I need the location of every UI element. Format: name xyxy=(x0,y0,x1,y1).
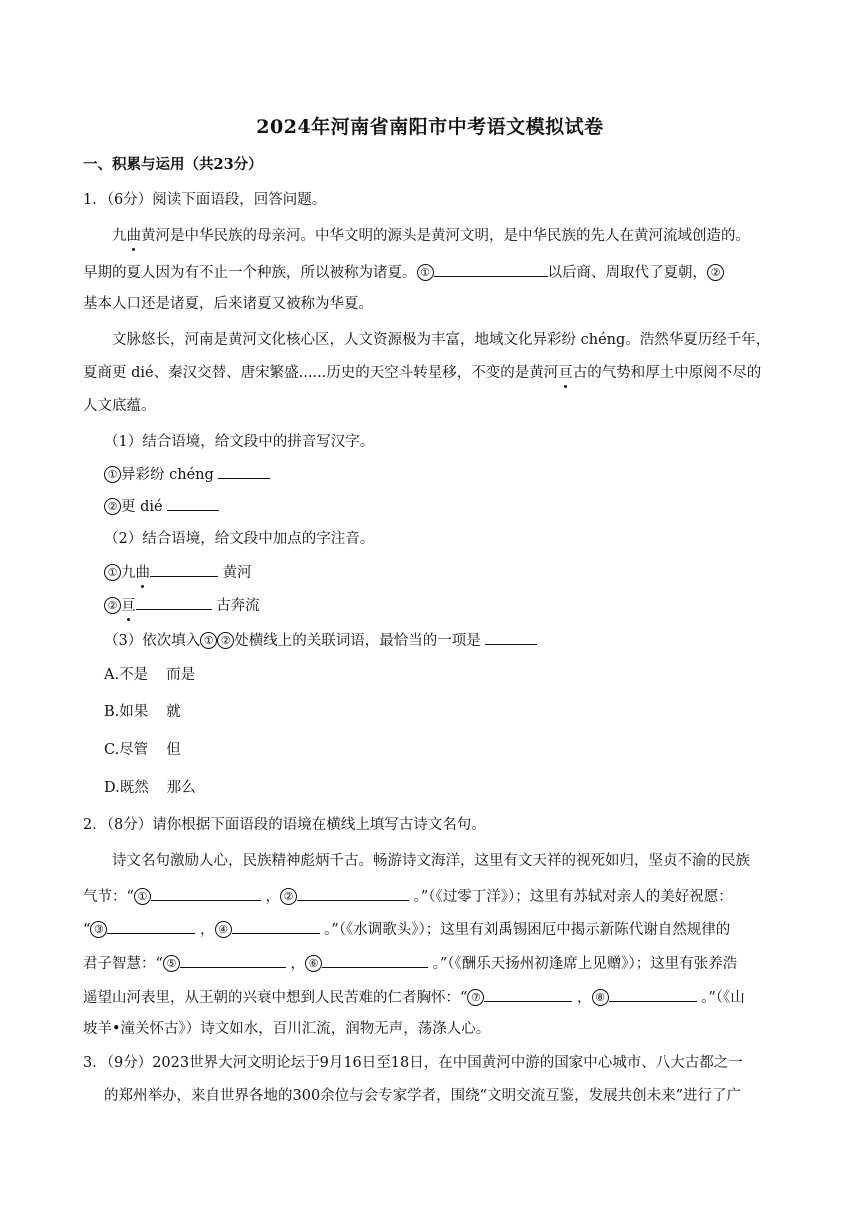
answer-blank[interactable] xyxy=(167,495,219,511)
text: 以后商、周取代了夏朝， xyxy=(547,265,707,281)
text: 。”（《酬乐天扬州初逢席上见赠》）；这里有张养浩 xyxy=(432,956,738,972)
circled-number: ② xyxy=(707,264,724,281)
text: 古的气势和厚土中原阅不尽的 xyxy=(572,365,762,381)
exam-title: 2024年河南省南阳市中考语文模拟试卷 xyxy=(256,116,604,138)
answer-blank[interactable] xyxy=(297,885,409,901)
sub-question-3 xyxy=(104,629,537,651)
question-3-heading: 3．（9分）2023世界大河文明论坛于9月16日至18日，在中国黄河中游的国家中心城市、八大古都之一 xyxy=(83,1055,743,1071)
circled-number: ④ xyxy=(215,921,232,938)
text: 。”（《山 xyxy=(701,990,745,1006)
section-heading: 一、积累与运用（共23分） xyxy=(83,156,263,173)
option-b[interactable] xyxy=(104,702,181,722)
text: 君子智慧：“ xyxy=(83,956,163,972)
dotted-char: 曲 xyxy=(135,565,150,581)
passage-line: 文脉悠长，河南是黄河文化核心区，人文资源极为丰富，地域文化异彩纷 chéng。浩然华夏历经千年， xyxy=(112,332,771,348)
option-text: 那么 xyxy=(166,780,196,796)
answer-blank[interactable] xyxy=(232,918,320,934)
text: ， xyxy=(200,922,215,938)
option-a[interactable] xyxy=(104,665,195,685)
option-text: C.尽管 xyxy=(104,742,149,758)
answer-blank[interactable] xyxy=(434,261,548,277)
text: “ xyxy=(83,922,91,938)
answer-blank[interactable] xyxy=(180,952,286,968)
text: 处横线上的关联词语，最恰当的一项是 xyxy=(234,633,481,649)
text: 异彩纷 chéng xyxy=(121,467,214,483)
sub-question-2b xyxy=(104,594,260,616)
option-c[interactable] xyxy=(104,740,181,760)
circled-number: ② xyxy=(104,597,121,614)
circled-number: ⑧ xyxy=(592,989,609,1006)
answer-blank[interactable] xyxy=(484,986,572,1002)
circled-number: ① xyxy=(417,264,434,281)
text: 黄河是中华民族的母亲河。中华文明的源头是黄河文明，是中华民族的先人在黄河流域创造的。 xyxy=(141,228,750,244)
circled-number: ① xyxy=(104,466,121,483)
answer-blank[interactable] xyxy=(107,918,195,934)
sub-question-1a xyxy=(104,463,270,485)
circled-number: ③ xyxy=(90,921,107,938)
option-text: D.既然 xyxy=(104,780,149,796)
answer-blank[interactable] xyxy=(322,952,428,968)
text: 夏商更 dié、秦汉交替、唐宋繁盛......历史的天空斗转星移，不变的是黄河 xyxy=(83,365,559,381)
text: 更 dié xyxy=(121,499,163,515)
text: 九 xyxy=(121,565,136,581)
dotted-char: 曲 xyxy=(126,228,141,244)
passage-line: 人文底蕴。 xyxy=(83,398,156,414)
dotted-char: 亘 xyxy=(558,365,573,381)
question-1-heading: 1．（6分）阅读下面语段，回答问题。 xyxy=(83,192,327,208)
text: 黄河 xyxy=(222,565,252,581)
circled-number: ② xyxy=(280,888,297,905)
answer-blank[interactable] xyxy=(150,561,218,577)
passage-line xyxy=(83,986,745,1008)
circled-number: ⑤ xyxy=(163,955,180,972)
passage-line xyxy=(83,363,761,383)
passage-line xyxy=(83,952,737,974)
text: ， xyxy=(577,990,592,1006)
passage-line xyxy=(83,918,730,940)
circled-number: ⑦ xyxy=(467,989,484,1006)
sub-question-2: （2）结合语境，给文段中加点的字注音。 xyxy=(104,531,375,547)
passage-line xyxy=(83,885,733,907)
text: ， xyxy=(265,889,281,905)
option-d[interactable] xyxy=(104,778,196,798)
text: 。”（《水调歌头》）；这里有刘禹锡困厄中揭示新陈代谢自然规律的 xyxy=(324,922,731,938)
text: （3）依次填入 xyxy=(104,633,201,649)
passage-line xyxy=(83,261,724,283)
answer-blank[interactable] xyxy=(485,629,537,645)
sub-question-1: （1）结合语境，给文段中的拼音写汉字。 xyxy=(104,434,375,450)
circled-number: ① xyxy=(200,632,217,649)
text: 早期的夏人因为有不止一个种族，所以被称为诸夏。 xyxy=(83,265,417,281)
circled-number: ② xyxy=(104,498,121,515)
sub-question-2a xyxy=(104,561,252,583)
passage-line: 基本人口还是诸夏，后来诸夏又被称为华夏。 xyxy=(83,296,373,312)
answer-blank[interactable] xyxy=(136,594,212,610)
option-text: A.不是 xyxy=(104,667,149,683)
sub-question-1b xyxy=(104,495,219,517)
option-text: B.如果 xyxy=(104,704,149,720)
circled-number: ② xyxy=(217,632,234,649)
option-text: 而是 xyxy=(166,667,196,683)
text: 。”（《过零丁洋》）；这里有苏轼对亲人的美好祝愿： xyxy=(413,889,733,905)
text: 古奔流 xyxy=(216,598,260,614)
circled-number: ① xyxy=(134,888,151,905)
circled-number: ① xyxy=(104,564,121,581)
passage-line: 的郑州举办，来自世界各地的300余位与会专家学者，围绕“文明交流互鉴，发展共创未来”进行了广 xyxy=(104,1088,741,1104)
text: 遥望山河表里，从王朝的兴衰中想到人民苦难的仁者胸怀：“ xyxy=(83,990,468,1006)
circled-number: ⑥ xyxy=(305,955,322,972)
question-2-heading: 2．（8分）请你根据下面语段的语境在横线上填写古诗文名句。 xyxy=(83,817,486,833)
text: 九 xyxy=(112,228,127,244)
passage-line: 坡羊•潼关怀古》）诗文如水，百川汇流，润物无声，荡涤人心。 xyxy=(83,1021,491,1037)
text: ， xyxy=(290,956,306,972)
answer-blank[interactable] xyxy=(218,463,270,479)
answer-blank[interactable] xyxy=(151,885,261,901)
option-text: 但 xyxy=(166,742,181,758)
text: 气节：“ xyxy=(83,889,134,905)
dotted-char: 亘 xyxy=(121,598,136,614)
passage-line xyxy=(112,226,750,246)
option-text: 就 xyxy=(166,704,181,720)
answer-blank[interactable] xyxy=(609,986,697,1002)
passage-line: 诗文名句激励人心，民族精神彪炳千古。畅游诗文海洋，这里有文天祥的视死如归，坚贞不渝的民族 xyxy=(112,853,750,869)
